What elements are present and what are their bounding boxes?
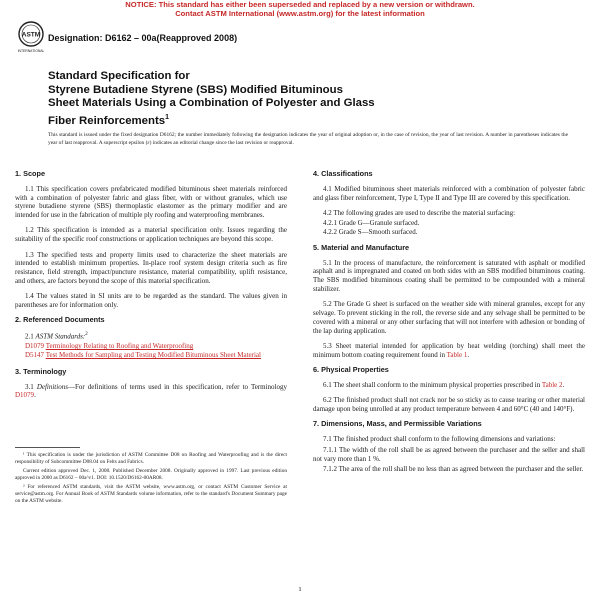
para-3-1-end: .	[34, 391, 36, 400]
title-footnote-mark: 1	[165, 113, 170, 121]
reference-title[interactable]: Terminology Relating to Roofing and Waterproofing	[45, 342, 194, 351]
designation	[48, 33, 237, 43]
para-5-3	[313, 342, 585, 360]
para-1-2: 1.2 This specification is intended as a material specification only. Issues regarding the suitability of the specific roof constructions or application techniques are beyond this scope.	[15, 226, 287, 244]
svg-text:INTERNATIONAL: INTERNATIONAL	[18, 49, 44, 53]
page-number: 1	[298, 586, 302, 593]
left-column	[15, 166, 287, 407]
reference-code[interactable]: D5147	[25, 351, 45, 360]
issued-note: This standard is issued under the fixed designation D6162; the number immediately following the designation indicates the year of original adoption or, in the case of revision, the year of last revision. A number in parentheses indicates the year of last reapproval. A superscript epsilon (ε) indicates an editorial change since the last revision or reapproval.	[48, 132, 568, 146]
para-4-1: 4.1 Modified bituminous sheet materials reinforced with a combination of polyester fabric and glass fiber reinforcement, Type I, Type II and Type III are covered by this specification.	[313, 184, 585, 202]
reference-code[interactable]: D1079	[25, 342, 45, 351]
designation-text: Designation: D6162 – 00a(Reapproved 2008)	[48, 33, 238, 43]
section-1-heading: 1. Scope	[15, 169, 46, 178]
para-5-3-end: .	[467, 350, 470, 359]
para-5-2: 5.2 The Grade G sheet is surfaced on the weather side with mineral granules, except for any selvage. To prevent sticking in the roll, the reverse side and any selvage shall be permitted to be covered with a mineral or any other surfacing that will not interfere with adhesion or bonding of the lap during application.	[313, 300, 585, 335]
astm-standards-label: ASTM Standards:	[35, 332, 86, 341]
section-2-heading: 2. Referenced Documents	[15, 315, 105, 325]
section-6-heading: 6. Physical Properties	[313, 365, 389, 375]
footnote-divider	[15, 447, 80, 448]
para-1-3: 1.3 The specified tests and property limits used to characterize the sheet materials are intended to establish minimum properties. In-place roof system design criteria such as fire resistance, field strength, impact/puncture resistance, material compatibility, uplift resistance, and others, are factors beyond the scope of this material specification.	[15, 250, 287, 285]
para-6-1-text: 6.1 The sheet shall conform to the minimum physical properties prescribed in	[323, 380, 542, 389]
astm-logo-icon	[18, 21, 44, 54]
para-4-2-2: 4.2.2 Grade S—Smooth surfaced.	[323, 228, 418, 237]
para-6-2: 6.2 The finished product shall not crack nor be so sticky as to cause tearing or other material damage upon being unrolled at any product temperature between 4 and 60°C (40 and 140°F).	[313, 396, 585, 413]
para-1-1: 1.1 This specification covers prefabricated modified bituminous sheet materials reinforced with a combination of polyester fabric and glass fiber, with or without granules, which use styrene butadiene styrene (SBS) thermoplastic elastomer as the primary modifier and are intended for use in the fabrication of multiple ply roofing and waterproofing membranes.	[15, 184, 287, 220]
para-5-3-text: 5.3 Sheet material intended for application by heat welding (torching) shall meet the minimum bottom coating requirement found in	[313, 341, 585, 359]
para-1-4: 1.4 The values stated in SI units are to be regarded as the standard. The values given in parentheses are for information only.	[15, 292, 287, 310]
para-3-1	[15, 383, 287, 401]
para-7-1-2: 7.1.2 The area of the roll shall be no less than as agreed between the purchaser and the seller.	[323, 465, 584, 474]
para-6-1-end: .	[562, 380, 565, 389]
svg-text:ASTM: ASTM	[21, 31, 41, 39]
para-7-1-1: 7.1.1 The width of the roll shall be as agreed between the purchaser and the seller and shall not vary more than 1 %.	[313, 445, 585, 463]
terminology-link[interactable]: D1079	[15, 391, 35, 400]
footnote-2-mark: 2	[85, 332, 88, 338]
para-5-1: 5.1 In the process of manufacture, the reinforcement is saturated with asphalt or modified asphalt and is impregnated and coated on both sides with an SBS modified bituminous coating. The SBS modified bituminous coating shall be permitted to be compounded with a mineral stabilizer.	[313, 258, 585, 293]
section-5-heading: 5. Material and Manufacture	[313, 242, 410, 252]
withdrawn-notice	[0, 0, 600, 18]
para-3-1-text: —For definitions of terms used in this specification, refer to Terminology	[67, 382, 287, 391]
notice-line-2: Contact ASTM International (www.astm.org) for the latest information	[175, 9, 425, 18]
title-line-4: Fiber Reinforcements	[48, 114, 166, 127]
notice-line-1: NOTICE: This standard has either been superseded and replaced by a new version or withdrawn.	[125, 0, 475, 9]
document-title	[48, 70, 568, 128]
section-7-heading: 7. Dimensions, Mass, and Permissible Variations	[313, 419, 482, 429]
right-column	[313, 166, 585, 481]
table-2-link[interactable]: Table 2	[541, 380, 563, 389]
para-6-1	[313, 381, 585, 390]
section-4-heading: 4. Classifications	[313, 169, 373, 178]
definitions-label: Definitions	[36, 382, 68, 391]
para-4-2: 4.2 The following grades are used to describe the material surfacing:	[323, 208, 516, 217]
title-line-3: Sheet Materials Using a Combination of Polyester and Glass	[48, 97, 375, 109]
para-2-1	[15, 331, 287, 341]
table-1-link[interactable]: Table 1	[446, 350, 468, 359]
footnote-1-edition: Current edition approved Dec. 1, 2008. Published December 2008. Originally approved in 1997. Last previous edition approved in 2000 as D6162 – 00a^ε1. DOI: 10.1520/D6162-00AR08.	[15, 468, 287, 481]
footnotes	[15, 452, 287, 507]
para-4-2-1: 4.2.1 Grade G—Granule surfaced.	[323, 218, 420, 227]
para-2-1-prefix: 2.1	[25, 332, 36, 341]
footnote-1: ¹ This specification is under the jurisdiction of ASTM Committee D08 on Roofing and Waterproofing and is the direct responsibility of Subcommittee D08.04 on Felts and Fabrics.	[15, 452, 287, 465]
footnote-2: ² For referenced ASTM standards, visit the ASTM website, www.astm.org, or contact ASTM Customer Service at service@astm.org. For Annual Book of ASTM Standards volume information, refer to the standard's Document Summary page on the ASTM website.	[15, 484, 287, 504]
reference-d1079[interactable]	[25, 342, 287, 351]
para-7-1: 7.1 The finished product shall conform to the following dimensions and variations:	[323, 435, 556, 444]
reference-title[interactable]: Test Methods for Sampling and Testing Modified Bituminous Sheet Material	[45, 351, 261, 360]
section-3-heading: 3. Terminology	[15, 366, 67, 376]
title-line-1: Standard Specification for	[48, 70, 190, 82]
title-line-2: Styrene Butadiene Styrene (SBS) Modified Bituminous	[48, 83, 343, 96]
reference-d5147[interactable]	[25, 351, 287, 360]
para-3-1-prefix: 3.1	[25, 382, 37, 391]
